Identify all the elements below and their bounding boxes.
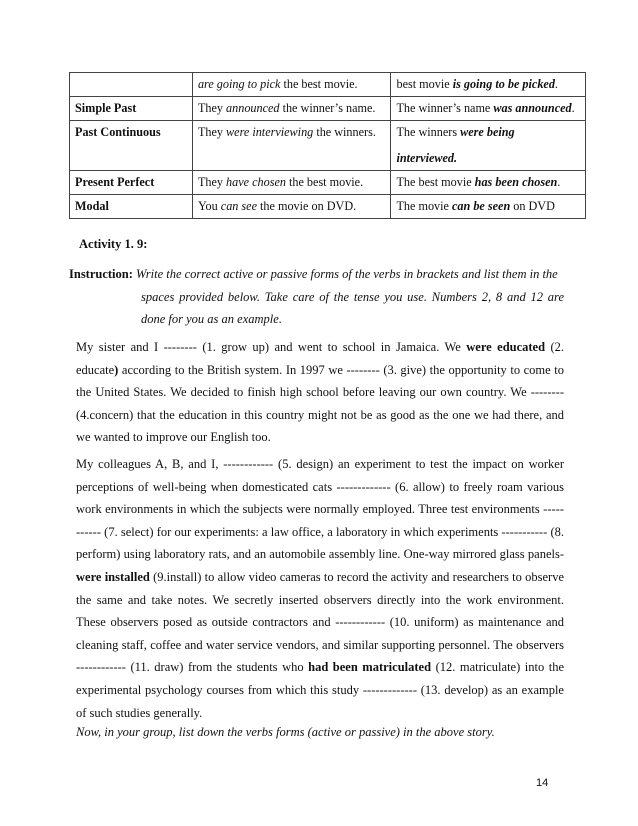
table-row: [70, 97, 586, 121]
text-run: can see: [220, 199, 257, 213]
text-run: the best movie.: [280, 77, 358, 91]
active-cell: [192, 73, 391, 97]
tense-cell: Past Continuous: [70, 121, 193, 171]
tense-cell: [70, 73, 193, 97]
bold-answer: ): [114, 362, 119, 377]
closing-instruction: Now, in your group, list down the verbs forms (active or passive) in the above story.: [76, 725, 495, 739]
text-run: the movie on DVD.: [257, 199, 357, 213]
text-run: (12. matriculate) into the experimental psychology courses from which this study ------------- (13. develop) as an example of such studies generally.: [76, 660, 565, 720]
passive-cell: [391, 195, 586, 219]
bold-answer: were installed: [76, 569, 150, 584]
text-run: .: [554, 77, 558, 91]
text-run: the best movie.: [285, 175, 364, 189]
text-run: My colleagues A, B, and I, ------------ (5. design) an experiment to test the impact on worker perceptions of well-being when domesticated cats ------------- (6. allow) to freely roam various work environments in which the subjects were normally employed. Three test environments ----------- (7. select) for our experiments: a law office, a laboratory in which experiments ----------- (8. perform) using laboratory rats, and an automobile assembly line. One-way mirrored glass panels-: [76, 457, 564, 562]
text-run: They: [197, 101, 227, 115]
text-run: can be seen: [452, 199, 511, 213]
text-run: have chosen: [226, 175, 286, 189]
table-row: [70, 73, 586, 97]
text-run: are going to pick: [197, 77, 281, 91]
tense-cell: Simple Past: [70, 97, 193, 121]
tense-cell: Modal: [70, 195, 193, 219]
text-run: were being: [460, 125, 515, 139]
passive-cell: [391, 73, 586, 97]
story-paragraph-2: [76, 453, 564, 724]
text-run: the winners.: [313, 125, 376, 139]
activity-heading: Activity 1. 9:: [79, 237, 148, 251]
table-row: [70, 171, 586, 195]
active-cell: [192, 121, 391, 171]
text-run: The winner’s name: [396, 101, 494, 115]
text-run: .: [571, 101, 575, 115]
text-run: You: [197, 199, 221, 213]
text-run: The winners: [396, 125, 461, 139]
text-run: (2. educate: [76, 340, 565, 377]
bold-answer: were educated: [466, 340, 546, 354]
page-number: 14: [536, 777, 549, 789]
text-run: They: [197, 175, 227, 189]
instruction-block: [69, 263, 564, 331]
story-paragraph-1: [76, 336, 564, 449]
text-run: The best movie: [396, 175, 475, 189]
passive-line-2: interviewed.: [396, 151, 458, 165]
text-run: They: [197, 125, 227, 139]
text-run: is going to be picked: [452, 77, 555, 91]
passive-cell: [391, 171, 586, 195]
text-run: has been chosen: [474, 175, 558, 189]
bold-answer: had been matriculated: [308, 660, 432, 675]
text-run: the winner’s name.: [279, 101, 376, 115]
verb-forms-table: [69, 72, 586, 219]
text-run: on DVD: [510, 199, 555, 213]
table-row: [70, 121, 586, 171]
tense-cell: Present Perfect: [70, 171, 193, 195]
text-run: (9.install) to allow video cameras to record the activity and researchers to observe the same and take notes. We secretly inserted observers directly into the work environment. These observers posed as outside contractors and ------------ (10. uniform) as maintenance and cleaning staff, coffee and water service vendors, and similar supporting personnel. The observers ------------ (11. draw) from the students who: [76, 569, 564, 675]
table-row: [70, 195, 586, 219]
active-cell: [192, 97, 391, 121]
active-cell: [192, 171, 391, 195]
text-run: .: [557, 175, 561, 189]
passive-cell: [391, 121, 586, 171]
instruction-text-rest: spaces provided below. Take care of the tense you use. Numbers 2, 8 and 12 are done for you as an example.: [141, 289, 564, 326]
passive-cell: [391, 97, 586, 121]
passive-line-1: [396, 125, 580, 140]
active-cell: [192, 195, 391, 219]
text-run: were interviewing: [226, 125, 314, 139]
text-run: best movie: [396, 77, 453, 91]
instruction-text-start: Write the correct active or passive forms of the verbs in brackets and list them in the: [132, 267, 558, 281]
instruction-first-line: [69, 263, 564, 286]
text-run: The movie: [396, 199, 452, 213]
text-run: announced: [226, 101, 280, 115]
text-run: was announced: [493, 101, 572, 115]
instruction-label: Instruction:: [69, 267, 133, 281]
text-run: according to the British system. In 1997 we -------- (3. give) the opportunity to come to the United States. We decided to finish high school before leaving our own country. We -------- (4.concern) that the education in this country might not be as good as the one we had there, and we wanted to improve our English too.: [76, 362, 564, 445]
text-run: My sister and I -------- (1. grow up) and went to school in Jamaica. We: [76, 340, 467, 354]
